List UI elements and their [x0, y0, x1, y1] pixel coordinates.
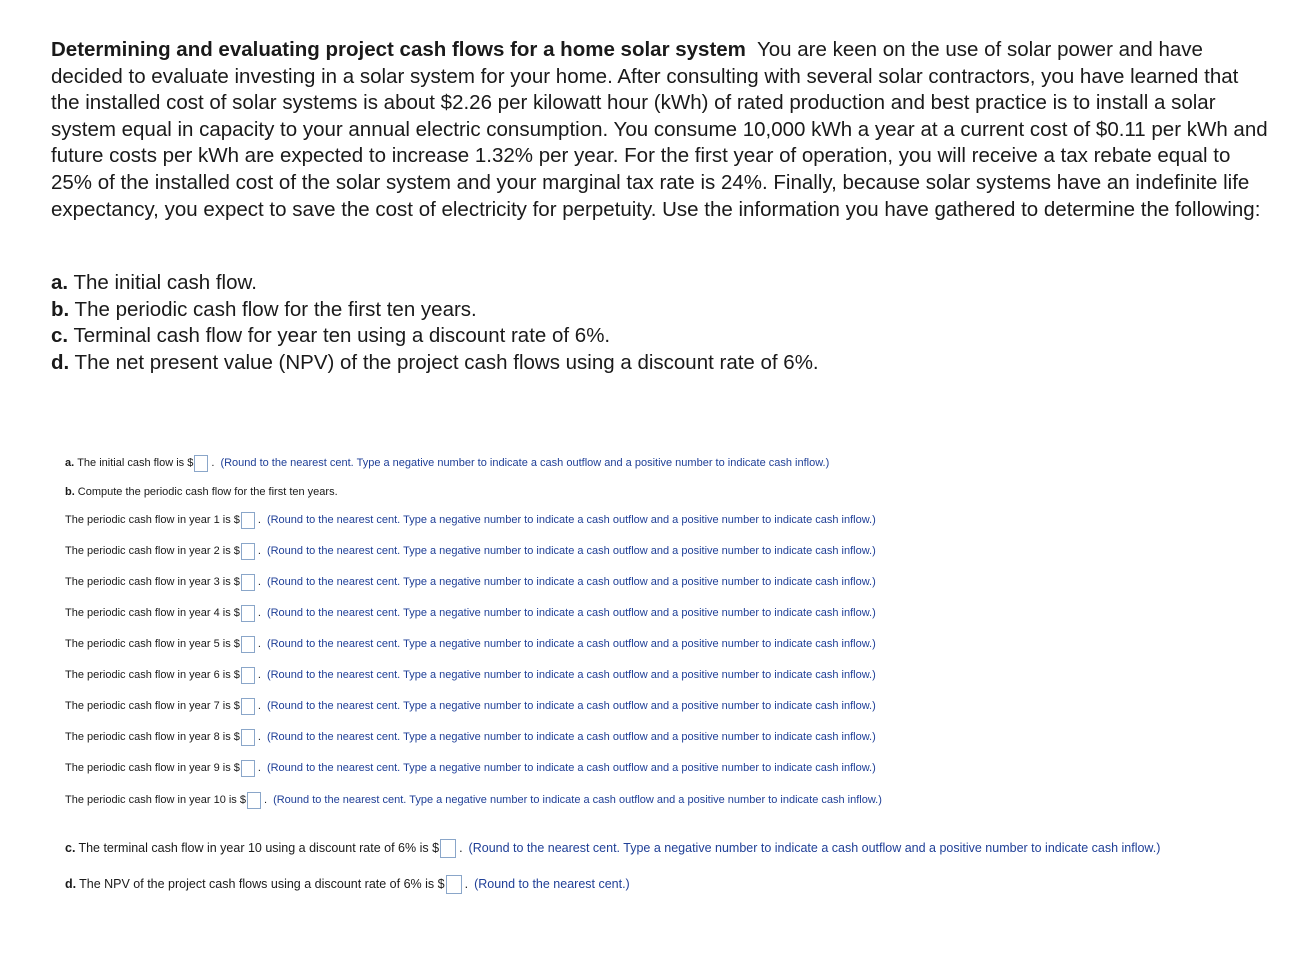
- year-10-cash-flow-input[interactable]: [247, 792, 261, 809]
- part-c: c. Terminal cash flow for year ten using a discount rate of 6%.: [51, 324, 611, 347]
- year-6-cash-flow-input[interactable]: [241, 667, 255, 684]
- npv-input[interactable]: [446, 875, 462, 894]
- terminal-cash-flow-input[interactable]: [440, 839, 456, 858]
- answer-row-year-10: The periodic cash flow in year 10 is $ . (Round to the nearest cent. Type a negative number to indicate a cash outflow and a positive number to indicate cash inflow.): [65, 790, 882, 810]
- part-b: b. The periodic cash flow for the first ten years.: [51, 297, 477, 321]
- answer-row-year-1: The periodic cash flow in year 1 is $ . (Round to the nearest cent. Type a negative number to indicate a cash outflow and a positive number to indicate cash inflow.): [65, 510, 876, 530]
- answer-hint: (Round to the nearest cent. Type a negative number to indicate a cash outflow and a positive number to indicate cash inflow.): [273, 794, 882, 806]
- answer-hint: (Round to the nearest cent. Type a negative number to indicate a cash outflow and a positive number to indicate cash inflow.): [266, 669, 876, 681]
- answer-hint: (Round to the nearest cent. Type a negative number to indicate a cash outflow and a positive number to indicate cash inflow.): [266, 576, 876, 588]
- answer-hint: (Round to the nearest cent. Type a negative number to indicate a cash outflow and a positive number to indicate cash inflow.): [266, 638, 876, 650]
- answer-row-year-4: The periodic cash flow in year 4 is $ . (Round to the nearest cent. Type a negative number to indicate a cash outflow and a positive number to indicate cash inflow.): [65, 603, 876, 623]
- part-d: d. The net present value (NPV) of the project cash flows using a discount rate of 6%.: [51, 350, 819, 374]
- answer-row-year-5: The periodic cash flow in year 5 is $ . (Round to the nearest cent. Type a negative number to indicate a cash outflow and a positive number to indicate cash inflow.): [65, 634, 876, 654]
- answer-row-year-7: The periodic cash flow in year 7 is $ . (Round to the nearest cent. Type a negative number to indicate a cash outflow and a positive number to indicate cash inflow.): [65, 696, 876, 716]
- problem-title: Determining and evaluating project cash flows for a home solar system: [51, 38, 746, 61]
- answer-row-npv: d. The NPV of the project cash flows using a discount rate of 6% is $ . (Round to the nearest cent.): [65, 874, 630, 894]
- year-8-cash-flow-input[interactable]: [241, 729, 255, 746]
- answer-row-year-9: The periodic cash flow in year 9 is $ . (Round to the nearest cent. Type a negative number to indicate a cash outflow and a positive number to indicate cash inflow.): [65, 758, 876, 778]
- problem-statement: [51, 37, 1271, 223]
- problem-body: You are keen on the use of solar power and have decided to evaluate investing in a solar system for your home. After consulting with several solar contractors, you have learned that the installed cost of solar systems is about $2.26 per kilowatt hour (kWh) of rated production and best practice is to install a solar system equal in capacity to your annual electric consumption. You consume 10,000 kWh a year at a current cost of $0.11 per kWh and future costs per kWh are expected to increase 1.32% per year. For the first year of operation, you will receive a tax rebate equal to 25% of the installed cost of the solar system and your marginal tax rate is 24%. Finally, because solar systems have an indefinite life expectancy, you expect to save the cost of electricity for perpetuity. Use the information you have gathered to determine the following:: [51, 38, 1268, 221]
- answer-hint: (Round to the nearest cent. Type a negative number to indicate a cash outflow and a positive number to indicate cash inflow.): [468, 841, 1161, 855]
- answer-row-year-3: The periodic cash flow in year 3 is $ . (Round to the nearest cent. Type a negative number to indicate a cash outflow and a positive number to indicate cash inflow.): [65, 572, 876, 592]
- answer-hint: (Round to the nearest cent. Type a negative number to indicate a cash outflow and a positive number to indicate cash inflow.): [266, 545, 876, 557]
- answer-row-year-8: The periodic cash flow in year 8 is $ . (Round to the nearest cent. Type a negative number to indicate a cash outflow and a positive number to indicate cash inflow.): [65, 727, 876, 747]
- question-parts: [51, 270, 819, 376]
- initial-cash-flow-input[interactable]: [194, 455, 208, 472]
- year-7-cash-flow-input[interactable]: [241, 698, 255, 715]
- answer-hint: (Round to the nearest cent. Type a negative number to indicate a cash outflow and a positive number to indicate cash inflow.): [266, 514, 876, 526]
- periodic-heading: b. Compute the periodic cash flow for the first ten years.: [65, 486, 338, 498]
- answer-hint: (Round to the nearest cent.): [474, 877, 630, 891]
- year-9-cash-flow-input[interactable]: [241, 760, 255, 777]
- year-1-cash-flow-input[interactable]: [241, 512, 255, 529]
- year-5-cash-flow-input[interactable]: [241, 636, 255, 653]
- answer-hint: (Round to the nearest cent. Type a negative number to indicate a cash outflow and a positive number to indicate cash inflow.): [266, 762, 876, 774]
- year-3-cash-flow-input[interactable]: [241, 574, 255, 591]
- answer-row-year-6: The periodic cash flow in year 6 is $ . (Round to the nearest cent. Type a negative number to indicate a cash outflow and a positive number to indicate cash inflow.): [65, 665, 876, 685]
- answer-row-terminal: c. The terminal cash flow in year 10 using a discount rate of 6% is $ . (Round to the nearest cent. Type a negative number to indicate a cash outflow and a positive number to indicate cash inflow.): [65, 838, 1160, 858]
- year-2-cash-flow-input[interactable]: [241, 543, 255, 560]
- year-4-cash-flow-input[interactable]: [241, 605, 255, 622]
- answer-hint: (Round to the nearest cent. Type a negative number to indicate a cash outflow and a positive number to indicate cash inflow.): [266, 700, 876, 712]
- part-a: a. The initial cash flow.: [51, 271, 257, 294]
- answer-hint: (Round to the nearest cent. Type a negative number to indicate a cash outflow and a positive number to indicate cash inflow.): [266, 607, 876, 619]
- answer-row-year-2: The periodic cash flow in year 2 is $ . (Round to the nearest cent. Type a negative number to indicate a cash outflow and a positive number to indicate cash inflow.): [65, 541, 876, 561]
- answer-hint: (Round to the nearest cent. Type a negative number to indicate a cash outflow and a positive number to indicate cash inflow.): [220, 457, 830, 469]
- answer-row-initial: a. The initial cash flow is $ . (Round to the nearest cent. Type a negative number to indicate a cash outflow and a positive number to indicate cash inflow.): [65, 453, 829, 473]
- answer-hint: (Round to the nearest cent. Type a negative number to indicate a cash outflow and a positive number to indicate cash inflow.): [266, 731, 876, 743]
